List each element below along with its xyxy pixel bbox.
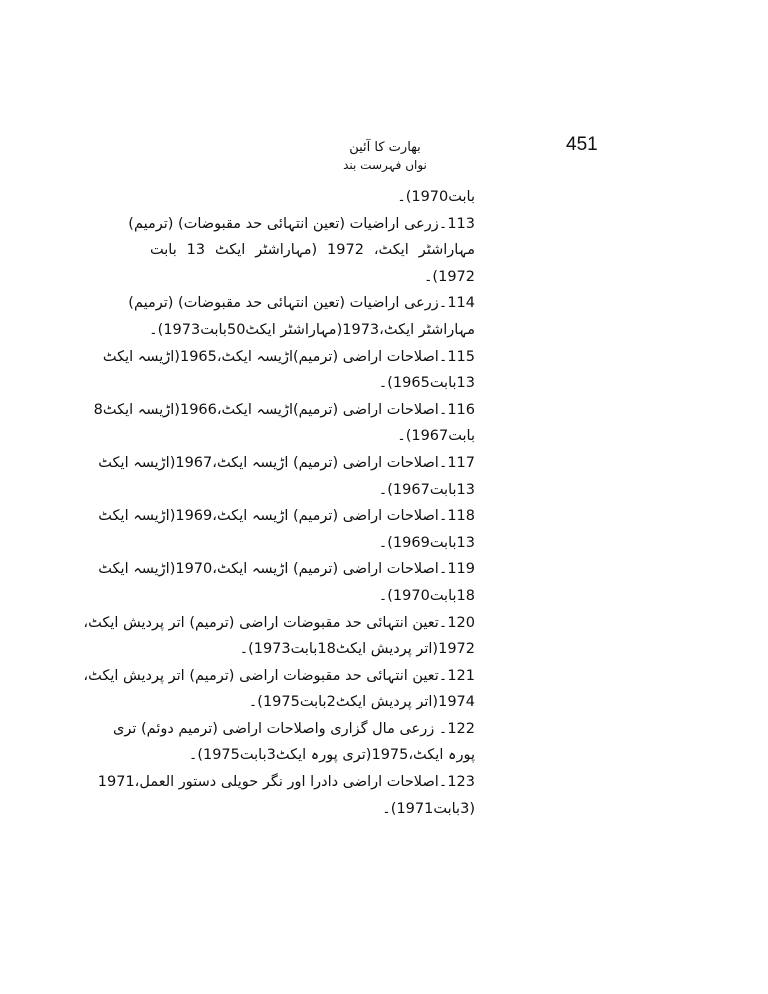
text-line: 121۔تعین انتہائی حد مقبوضات اراضی (ترمیم) اتر پردیش ایکٹ، — [83, 667, 475, 684]
text-line: 1972(اتر پردیش ایکٹ18بابت1973)۔ — [239, 641, 475, 658]
page-header-title: بھارت کا آئین — [349, 140, 421, 155]
text-line: 113۔زرعی اراضیات (تعین انتہائی حد مقبوضات) (ترمیم) — [128, 215, 475, 232]
text-line: 114۔زرعی اراضیات (تعین انتہائی حد مقبوضات) (ترمیم) — [128, 295, 475, 312]
text-line: 13بابت1967)۔ — [378, 481, 475, 498]
text-line: 123۔اصلاحات اراضی دادرا اور نگر حویلی دستور العمل،1971 — [97, 774, 475, 791]
text-line: بابت1970)۔ — [397, 189, 475, 205]
schedule-entries — [83, 184, 475, 822]
text-line: (3بابت1971)۔ — [382, 800, 475, 817]
text-line: 116۔اصلاحات اراضی (ترمیم)اڑیسہ ایکٹ،1966(اڑیسہ ایکٹ8 — [93, 401, 475, 418]
page-header-subtitle: نواں فہرست بند — [343, 158, 427, 172]
text-line: پورہ ایکٹ،1975(تری پورہ ایکٹ3بابت1975)۔ — [188, 747, 475, 764]
text-line: 120۔تعین انتہائی حد مقبوضات اراضی (ترمیم) اتر پردیش ایکٹ، — [83, 614, 475, 631]
text-line: 122۔ زرعی مال گزاری واصلاحات اراضی (ترمیم دوئم) تری — [113, 720, 475, 737]
text-line: 115۔اصلاحات اراضی (ترمیم)اڑیسہ ایکٹ،1965(اڑیسہ ایکٹ — [102, 348, 475, 365]
page-number: 451 — [566, 134, 598, 155]
text-line: 1972)۔ — [423, 268, 475, 285]
text-line: 13بابت1965)۔ — [378, 375, 475, 392]
text-line: بابت1967)۔ — [397, 428, 475, 445]
text-line: 13بابت1969)۔ — [378, 534, 475, 551]
text-line: 119۔اصلاحات اراضی (ترمیم) اڑیسہ ایکٹ،1970(اڑیسہ ایکٹ — [98, 561, 475, 578]
text-line: مہاراشٹر ایکٹ،1973(مہاراشٹر ایکٹ50بابت1973)۔ — [149, 321, 475, 338]
text-line: 117۔اصلاحات اراضی (ترمیم) اڑیسہ ایکٹ،1967(اڑیسہ ایکٹ — [98, 454, 475, 471]
text-line: 1974(اتر پردیش ایکٹ2بابت1975)۔ — [248, 694, 475, 711]
text-line: مہاراشٹر ایکٹ، 1972 (مہاراشٹر ایکٹ 13 بابت — [150, 242, 475, 259]
text-line: 118۔اصلاحات اراضی (ترمیم) اڑیسہ ایکٹ،1969(اڑیسہ ایکٹ — [98, 508, 475, 525]
text-line: 18بابت1970)۔ — [378, 587, 475, 604]
